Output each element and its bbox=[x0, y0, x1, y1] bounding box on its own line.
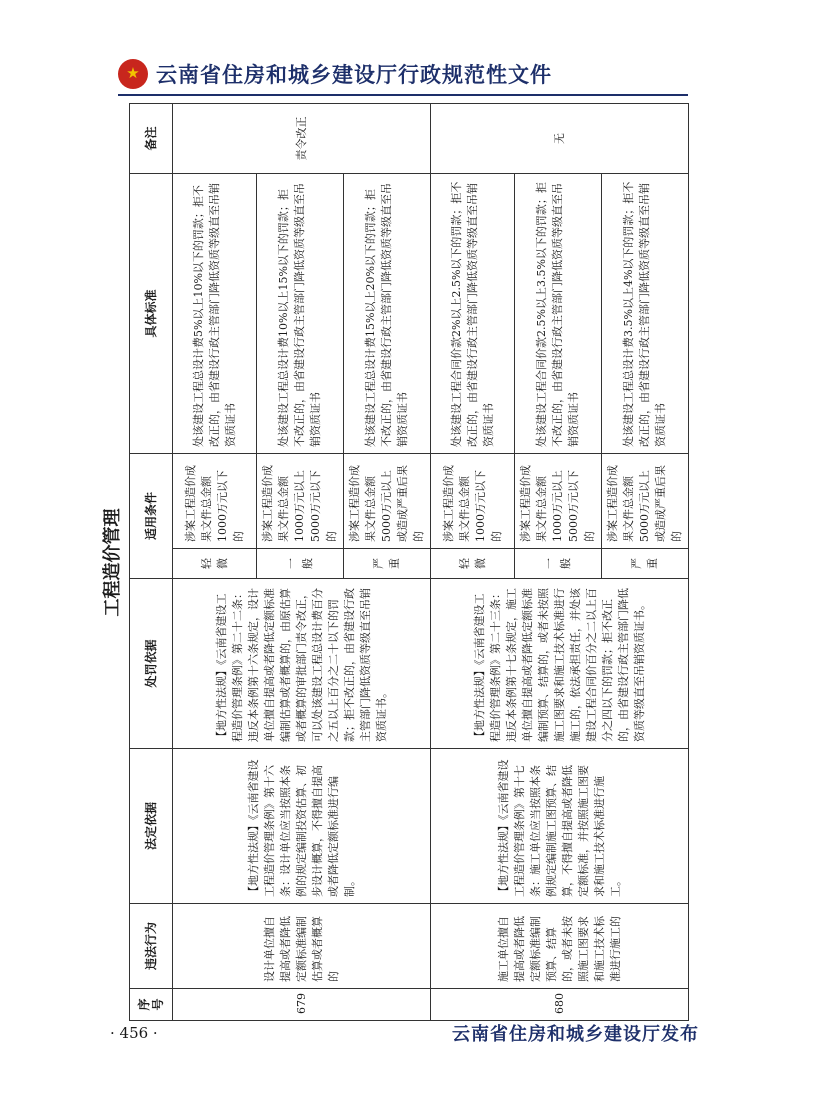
rotated-page-body bbox=[99, 104, 689, 1021]
row-remark: 无 bbox=[431, 103, 689, 173]
row-penalty-basis: 【地方性法规】《云南省建设工程造价管理条例》第二十二条：违反本条例第十六条规定，设计单位擅自提高或者降低定额标准编制估算或者概算的，由原估算或者概算的审批部门责令改正，可以处该建设工程总设计费百分之五以上百分之二十以下的罚款；拒不改正的，由省建设行政主管部门降低资质等级直至吊销资质证书。 bbox=[173, 579, 431, 749]
col-penalty-header: 处罚依据 bbox=[130, 579, 173, 749]
level-standard: 处该建设工程合同价款2%以上2.5%以下的罚款；拒不改正的，由省建设行政主管部门降低资质等级直至吊销资质证书 bbox=[431, 173, 515, 453]
level-label: 严重 bbox=[602, 549, 689, 579]
level-condition: 涉案工程造价成果文件总金额1000万元以下的 bbox=[431, 453, 515, 548]
level-standard: 处该建设工程总设计费5%以上10%以下的罚款；拒不改正的，由省建设行政主管部门降低资质等级直至吊销资质证书 bbox=[173, 173, 257, 453]
table-header-row bbox=[130, 103, 173, 1020]
header-rule bbox=[118, 94, 688, 96]
level-label: 一般 bbox=[257, 549, 344, 579]
level-condition: 涉案工程造价成果文件总金额5000万元以上或造成严重后果的 bbox=[344, 453, 431, 548]
row-seq: 679 bbox=[173, 989, 431, 1021]
level-standard: 处该建设工程合同价款2.5%以上3.5%以下的罚款；拒不改正的，由省建设行政主管部门降低资质等级直至吊销资质证书 bbox=[515, 173, 602, 453]
col-remark-header: 备注 bbox=[130, 103, 173, 173]
level-label: 轻微 bbox=[173, 549, 257, 579]
section-title: 工程造价管理 bbox=[102, 508, 123, 617]
row-legal-basis: 【地方性法规】《云南省建设工程造价管理条例》第十七条：施工单位应当按照本条例规定编制施工图预算、结算，不得擅自提高或者降低定额标准，并按照施工图要求和施工技术标准进行施工。 bbox=[431, 749, 689, 904]
publisher-footer: 云南省住房和城乡建设厅发布 bbox=[452, 1024, 699, 1045]
table-canvas bbox=[99, 104, 689, 1021]
level-condition: 涉案工程造价成果文件总金额1000万元以上5000万元以下的 bbox=[257, 453, 344, 548]
col-standard-header: 具体标准 bbox=[130, 173, 173, 453]
level-standard: 处该建设工程总设计费3.5%以上4%以下的罚款；拒不改正的，由省建设行政主管部门降低资质等级直至吊销资质证书 bbox=[602, 173, 689, 453]
row-legal-basis: 【地方性法规】《云南省建设工程造价管理条例》第十六条：设计单位应当按照本条例的规定编制投资估算、初步设计概算，不得擅自提高或者降低定额标准进行编制。 bbox=[173, 749, 431, 904]
row-penalty-basis: 【地方性法规】《云南省建设工程造价管理条例》第二十三条：违反本条例第十七条规定，施工单位擅自提高或者降低定额标准编制预算、结算的，或者未按照施工图要求和施工技术标准进行施工的，依法承担责任，并处该建设工程合同价百分之二以上百分之四以下的罚款；拒不改正的，由省建设行政主管部门降低资质等级直至吊销资质证书。 bbox=[431, 579, 689, 749]
row-behavior: 设计单位擅自提高或者降低定额标准编制估算或者概算的 bbox=[173, 904, 431, 989]
document-header bbox=[118, 56, 552, 92]
level-condition: 涉案工程造价成果文件总金额1000万元以上5000万元以下的 bbox=[515, 453, 602, 548]
header-title: 云南省住房和城乡建设厅行政规范性文件 bbox=[156, 63, 552, 87]
national-emblem-icon bbox=[118, 59, 148, 89]
level-label: 严重 bbox=[344, 549, 431, 579]
level-label: 一般 bbox=[515, 549, 602, 579]
level-standard: 处该建设工程总设计费10%以上15%以下的罚款；拒不改正的，由省建设行政主管部门降低资质等级直至吊销资质证书 bbox=[257, 173, 344, 453]
table-row bbox=[431, 103, 515, 1020]
row-behavior: 施工单位擅自提高或者降低定额标准编制预算、结算的，或者未按照施工图要求和施工技术标准进行施工的 bbox=[431, 904, 689, 989]
col-seq-header: 序号 bbox=[130, 989, 173, 1021]
table-row bbox=[173, 103, 257, 1020]
level-standard: 处该建设工程总设计费15%以上20%以下的罚款；拒不改正的，由省建设行政主管部门降低资质等级直至吊销资质证书 bbox=[344, 173, 431, 453]
level-condition: 涉案工程造价成果文件总金额1000万元以下的 bbox=[173, 453, 257, 548]
penalty-standard-table bbox=[129, 103, 689, 1021]
col-basis-header: 法定依据 bbox=[130, 749, 173, 904]
level-condition: 涉案工程造价成果文件总金额5000万元以上或造成严重后果的 bbox=[602, 453, 689, 548]
level-label: 轻微 bbox=[431, 549, 515, 579]
row-remark: 责令改正 bbox=[173, 103, 431, 173]
page-number: · 456 · bbox=[110, 1024, 158, 1042]
col-behavior-header: 违法行为 bbox=[130, 904, 173, 989]
row-seq: 680 bbox=[431, 989, 689, 1021]
col-condition-header: 适用条件 bbox=[130, 453, 173, 578]
